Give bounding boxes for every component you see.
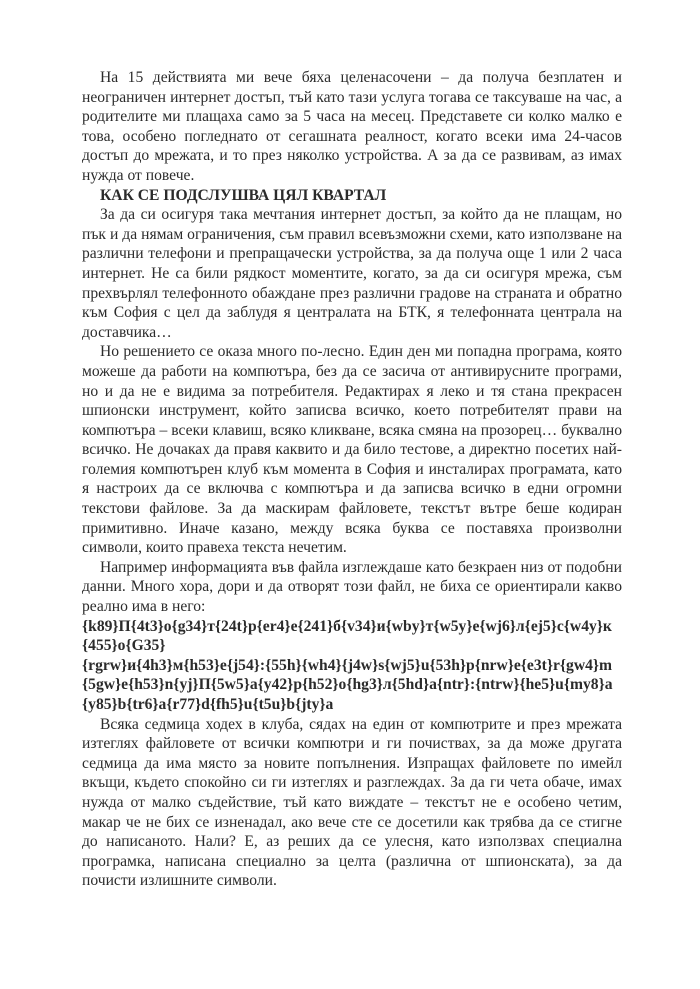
paragraph-spy-program: Но решението се оказа много по-лесно. Един ден ми попадна програма, която можеше да работи на компютъра, без да се засича от антивирусните програми, но и да не е видима за потребителя. Редактирах я леко и тя стана прекрасен шпионски инструмент, който записва всичко, което потребителят прави на компютъра – всеки клавиш, всяко кликване, всяка смяна на прозорец… буквално всичко. Не дочаках да правя каквито и да било тестове, а директно посетих най-големия компютърен клуб към момента в София и инсталирах програмата, като я настроих да се включва с компютъра и да записва всичко в едни огромни текстови файлове. За да маскирам файловете, текстът вътре беше кодиран примитивно. Иначе казано, между всяка буква се поставяха произволни символи, които правеха текста нечетим.: [82, 343, 622, 557]
encoded-text-line-2: {rgrw}и{4h3}м{h53}е{j54}:{55h}{wh4}{j4w}s{wj5}u{53h}p{nrw}e{e3t}r{gw4}m{5gw}e{h53}n{yj}П{5w5}а{y42}р{h52}о{hg3}л{5hd}а{ntr}:{ntrw}{he5}u{my8}a{y85}b{tr6}a{r77}d{fh5}u{t5u}b{jty}a: [82, 656, 613, 713]
encoded-text-line-1: {k89}П{4t3}о{g34}т{24t}р{er4}е{241}б{v34}и{wby}т{w5y}е{wj6}л{ej5}с{w4y}к{455}о{G35}: [82, 617, 612, 655]
document-page: [82, 68, 622, 891]
section-heading: КАК СЕ ПОДСЛУШВА ЦЯЛ КВАРТАЛ: [100, 186, 387, 204]
paragraph-weekly-club: Всяка седмица ходех в клуба, сядах на един от компютрите и през мрежата изтеглях файловете от всички компютри и ги почиствах, за да може другата седмица да има място за новите попълнения. Изпращах файловете по имейл вкъщи, където спокойно си ги изтеглях и разглеждах. За да ги чета обаче, имах нужда от малко съдействие, тъй като виждате – текстът не е особено четим, макар че не бих се изненадал, ако вече сте се досетили как трябва да се стигне до написаното. Нали? Е, аз реших да се улесня, като използвах специална програмка, написана специално за целта (различна от шпионската), за да почисти излишните символи.: [82, 715, 622, 890]
paragraph-example: Например информацията във файла изглеждаше като безкраен низ от подобни данни. Много хора, дори и да отворят този файл, не биха се ориентирали какво реално има в него:: [82, 558, 622, 616]
paragraph-schemes: За да си осигуря така мечтания интернет достъп, за който да не плащам, но пък и да нямам ограничения, съм правил всевъзможни схеми, като използване на различни телефони и препращачески устройства, за да получа още 1 или 2 часа интернет. Не са били рядкост моментите, когато, за да си осигуря мрежа, съм прехвърлял телефонното обаждане през различни градове на страната и обратно към София с цел да заблудя я централата на БТК, я телефонната централа на доставчика…: [82, 206, 622, 341]
paragraph-intro: На 15 действията ми вече бяха целенасочени – да получа безплатен и неограничен интернет достъп, тъй като тази услуга тогава се таксуваше на час, а родителите ми плащаха само за 5 часа на месец. Представете си колко малко е това, особено погледнато от сегашната реалност, когато всеки има 24-часов достъп до мрежата, и то през няколко устройства. А за да се развивам, аз имах нужда от повече.: [82, 69, 622, 184]
